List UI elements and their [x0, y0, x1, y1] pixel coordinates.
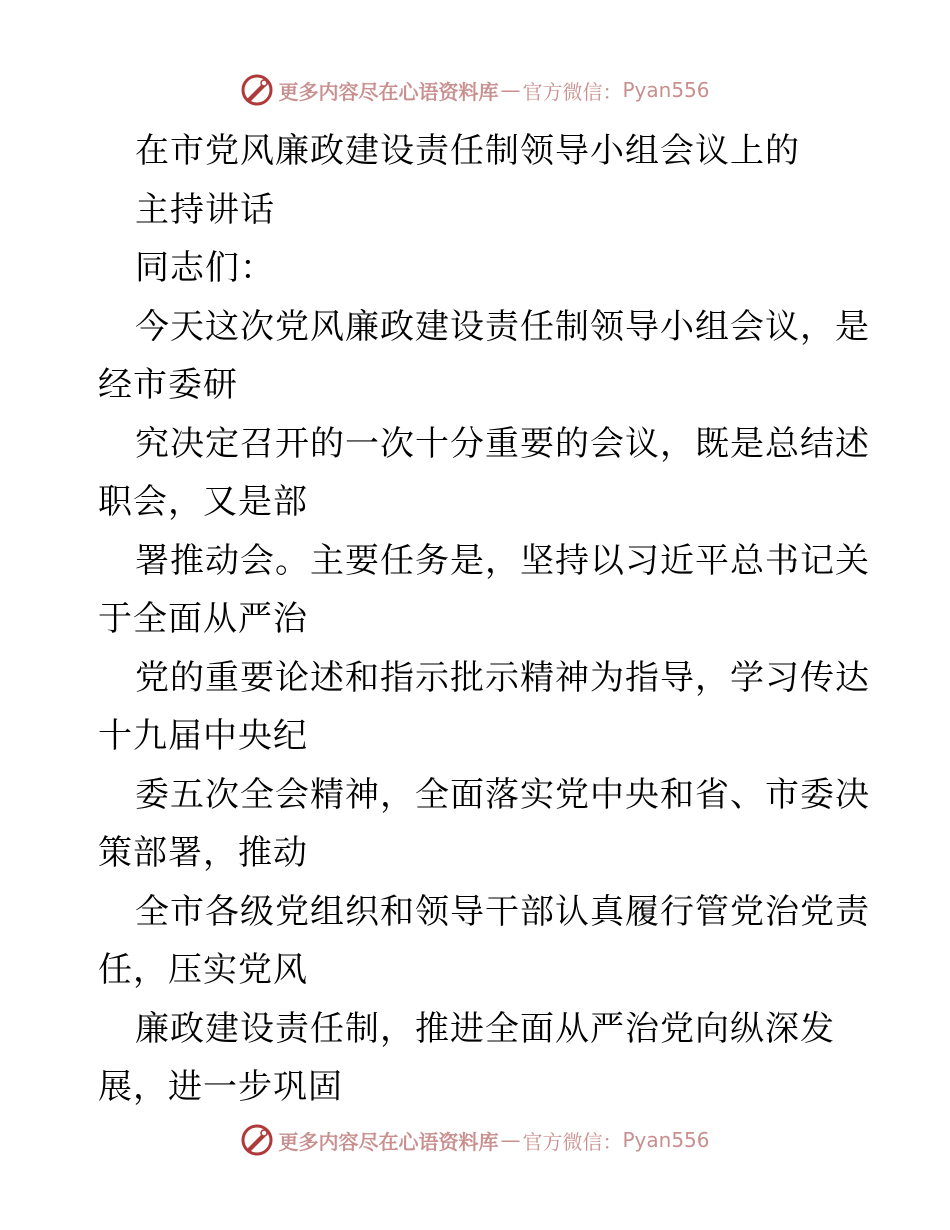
banner-wechat-label: 官方微信： [522, 79, 623, 104]
paragraph-line: 十九届中央纪 [98, 716, 308, 756]
document-body [98, 122, 870, 1117]
paragraph-line: 党的重要论述和指示批示精神为指导，学习传达 [135, 657, 870, 698]
document-title-line-1: 在市党风廉政建设责任制领导小组会议上的 [135, 131, 800, 171]
banner-wechat-label: 官方微信： [522, 1129, 623, 1154]
paragraph-line: 全市各级党组织和领导干部认真履行管党治党责 [135, 891, 870, 932]
banner-separator: — [500, 78, 521, 102]
salutation: 同志们： [135, 248, 275, 288]
paragraph-line: 今天这次党风廉政建设责任制领导小组会议，是 [135, 306, 870, 347]
banner-brand-text: 更多内容尽在心语资料库 [278, 1129, 499, 1154]
paragraph-line: 究决定召开的一次十分重要的会议，既是总结述 [135, 423, 870, 464]
paragraph-line: 策部署，推动 [98, 833, 308, 873]
paragraph-line: 展，进一步巩固 [98, 1067, 343, 1107]
brand-logo-icon [240, 1123, 274, 1157]
paragraph-line: 经市委研 [98, 365, 238, 405]
brand-logo-icon [240, 73, 274, 107]
banner-brand-text: 更多内容尽在心语资料库 [278, 79, 499, 104]
paragraph-line: 职会，又是部 [98, 482, 308, 522]
document-title-line-2: 主持讲话 [135, 189, 275, 230]
paragraph-line: 署推动会。主要任务是，坚持以习近平总书记关 [135, 540, 870, 581]
footer-banner [0, 1120, 950, 1160]
header-banner [0, 70, 950, 110]
paragraph-line: 任，压实党风 [98, 950, 308, 990]
paragraph-line: 委五次全会精神，全面落实党中央和省、市委决 [135, 774, 870, 815]
banner-account-id: Pyan556 [622, 1128, 710, 1152]
paragraph-line: 廉政建设责任制，推进全面从严治党向纵深发 [135, 1008, 835, 1049]
banner-account-id: Pyan556 [622, 78, 710, 102]
paragraph-line: 于全面从严治 [98, 599, 308, 639]
banner-separator: — [500, 1128, 521, 1152]
